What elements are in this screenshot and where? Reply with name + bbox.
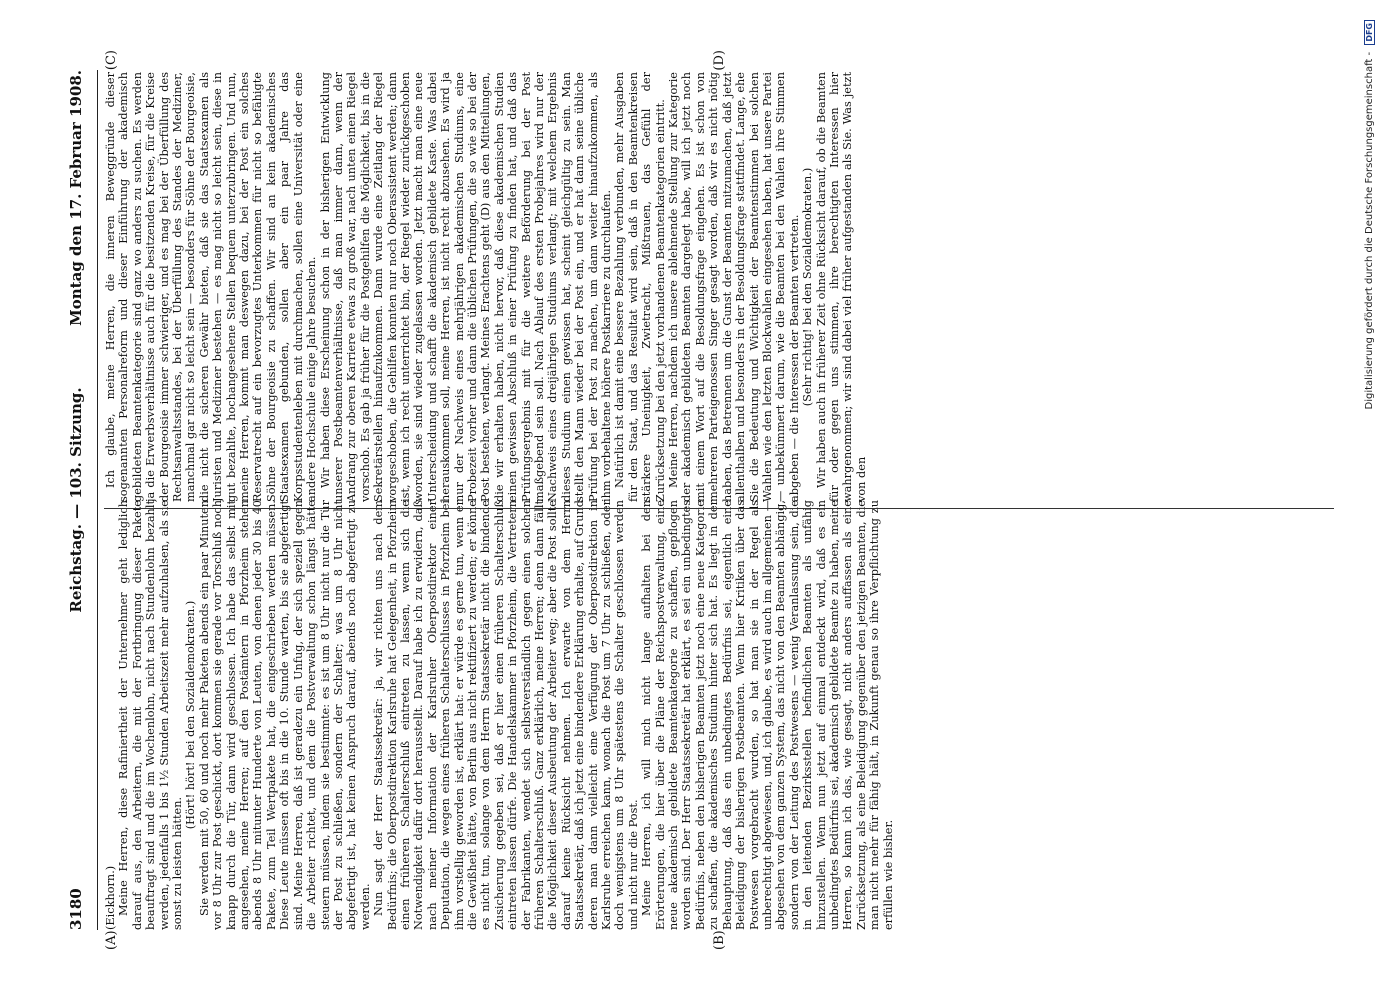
paragraph: Nun sagt der Herr Staatssekretär: ja, wir richten uns nach dem Bedürfnis; die Oberpostdirektion Karlsruhe hat Gelegenheit, in Pforzheim einen früheren Schalterschluß eintreten zu lassen, wenn sich die Notwendigkeit dafür dort herausstellt. Darauf habe ich zu erwidern, daß nach meiner Information der Karlsruher Oberpostdirektor einer Deputation, die wegen eines früheren Schalterschlusses in Pforzheim bei ihm vorstellig geworden ist, erklärt hat: er würde es gerne tun, wenn er die Gewißheit hätte, von Berlin aus nicht rektifiziert zu werden; er könne es nicht tun, solange von dem Herrn Staatssekretär nicht die bindende Zusicherung gegeben sei, daß er hier einen früheren Schalterschluß eintreten lassen dürfe. Die Handelskammer in Pforzheim, die Vertretern der Fabrikanten, wendet sich selbstverständlich gegen einen solchen früheren Schalterschluß. Ganz erklärlich, meine Herren; denn dann fällt die Möglichkeit dieser Ausbeutung der Arbeiter weg; aber die Post sollte darauf keine Rücksicht nehmen. Ich erwarte von dem Herrn Staatssekretär, daß ich jetzt eine bindendere Erklärung erhalte, auf Grund deren man dann vielleicht eine Verfügung der Oberpostdirektion in Karlsruhe erreichen kann, wonach die Post um 7 Uhr zu schließen, oder doch wenigstens um 8 Uhr spätestens die Schalter geschlossen werden und nicht nur die Post.	[372, 500, 640, 930]
left-column	[104, 500, 1334, 930]
document-page	[12, 0, 1383, 1000]
margin-marker-b: (B)	[712, 930, 727, 950]
margin-marker-d: (D)	[712, 50, 727, 71]
speaker-name: (Eickhorn.)	[104, 865, 117, 930]
page-header	[67, 70, 95, 930]
paragraph: Meine Herren, diese Rafiniertheit der Unternehmer geht lediglich darauf aus, den Arbeitern, die mit der Fortbringung dieser Pakete beauftragt sind und die im Wochenlohn, nicht nach Stundenlohn bezahlt werden, jedenfalls 1 bis 1½ Stunden Arbeitszeit mehr aufzuhalsen, als sie sonst zu leisten hätten.	[117, 500, 185, 930]
paragraph: Ich glaube, meine Herren, die inneren Beweggründe dieser sogenannten Personalreform und dieser Einführung der akademisch gebildeten Beamtenkategorie sind ganz wo anders zu suchen. Es werden ja die Erwerbsverhältnisse auch für die besitzenden Kreise, für die Kreise der Bourgeoisie immer schwieriger, und es mag bei der Überfüllung des Rechtsanwaltsstandes, bei der Überfüllung des Standes der Mediziner, manchmal gar nicht so leicht sein — besonders für Söhne der Bourgeoisie, die nicht die sicheren Gewähr bieten, daß sie das Staatsexamen als Juristen und Mediziner bestehen — es mag nicht so leicht sein, diese in gut bezahlte, hochangesehene Stellen bequem unterzubringen. Und nun, meine Herren, kommt man deswegen dazu, bei der Post ein solches Reservatrecht auf ein bevorzugtes Unterkommen für nicht so befähigte Söhne der Bourgeoisie zu schaffen. Wir sind an kein akademisches Staatsexamen gebunden, sollen aber ein paar Jahre das Korpsstudentenleben mit durchmachen, sollen eine Universität oder eine andere Hochschule einige Jahre besuchen.	[104, 72, 319, 502]
footer-text: Digitalisierung gefördert durch die Deutsche Forschungsgemeinschaft -	[1364, 51, 1375, 410]
margin-marker-c: (C)	[104, 50, 119, 71]
paragraph: Meine Herren, ich will mich nicht lange aufhalten bei den Erörterungen, die hier über die Pläne der Reichspostverwaltung, eine neue akademisch gebildete Beamtenkategorie zu schaffen, gepflogen worden sind. Der Herr Staatssekretär hat erklärt, es sei ein unbedingtes Bedürfnis, neben den bisherigen Beamten jetzt noch eine neue Kategorie zu schaffen, die akademisches Studium hinter sich hat. Es liegt in der Behauptung, daß das ein unbedingtes Bedürfnis sei, eigentlich eine Beleidigung der bisherigen Postbeamten. Wenn hier Kritiken über das Postwesen vorgebracht wurden, so hat man sie in der Regel als unberechtigt abgewiesen, und, ich glaube, es wird auch im allgemeinen — abgesehen von dem ganzen System, das nicht von den Beamten abhängig, sondern von der Leitung des Postwesens — wenig Veranlassung sein, die in den leitenden Bezirksstellen befindlichen Beamten als unfähig hinzustellen. Wenn nun jetzt auf einmal entdeckt wird, daß es ein unbedingtes Bedürfnis sei, akademisch gebildete Beamte zu haben, meine Herren, so kann ich das, wie gesagt, nicht anders auffassen als eine Zurücksetzung, als eine Beleidigung gegenüber den jetzigen Beamten, die man nicht mehr für fähig hält, in Zukunft genau so ihre Verpflichtung zu erfüllen wie bisher.	[640, 500, 895, 930]
paragraph: Wir haben auch in früherer Zeit ohne Rücksicht darauf, ob die Beamten für oder gegen uns stimmen, ihre berechtigten Interessen hier wahrgenommen; wir sind dabei viel früher aufgestanden als Sie. Was jetzt von den	[814, 72, 868, 502]
interjection: (Sehr richtig! bei den Sozialdemokraten.)	[801, 167, 815, 407]
dfg-logo: DFG	[1364, 20, 1375, 45]
paragraph: Wir haben diese Erscheinung schon in der bisherigen Entwicklung unserer Postbeamtenverhältnisse, daß man immer dann, wenn der Andrang zur oberen Karriere etwas zu groß war, nach unten einen Riegel vorschob. Es gab ja früher für die Postgehilfen die Möglichkeit, bis in die Sekretärstellen hinaufzukommen. Dann wurde eine Zeitlang der Riegel vorgeschoben, die Gehilfen konnten nur noch Oberassistent werden; dann ist, wenn ich recht unterrichtet bin, der Riegel wieder zurückgeschoben worden, sie sind wieder zugelassen worden. Jetzt macht man eine neue Unterscheidung und schafft die akademisch gebildete Kaste. Was dabei herauskommen soll, meine Herren, ist nicht recht abzusehen. Es wird ja nur der Nachweis eines mehrjährigen akademischen Studiums, eine Probezeit vorher und dann die üblichen Prüfungen, die so wie so bei der Post bestehen, verlangt. Meines Erachtens geht (D) aus den Mitteilungen, die wir erhalten haben, nicht hervor, daß diese akademischen Studien einen gewissen Abschluß in einer Prüfung zu finden hat, und daß das Prüfungsergebnis mit für die weitere Beförderung bei der Post maßgebend sein soll. Nach Ablauf des ersten Probejahres wird nur der Nachweis eines dreijährigen Studiums verlangt; mit welchem Ergebnis dieses Studium einen gewissen hat, scheint gleichgültig zu sein. Man stellt den Mann wieder bei der Post ein, und er hat dann seine übliche Prüfung bei der Post zu machen, um dann weiter hinaufzukommen, als ihm vorbehaltene höhere Postkarriere zu durchlaufen.	[318, 72, 614, 502]
session-date: Montag den 17. Februar 1908.	[67, 70, 85, 326]
paragraph: Meine Herren, nachdem ich unsere ablehnende Stellung zur Kategorie der akademisch gebildeten Beamten dargelegt habe, will ich jetzt noch mit einem Wort auf die Besoldungsfrage eingehen. Es ist schon von mehreren Parteigenossen Singer gesagt worden, daß wir es nicht nötig haben, das Betrennen um die Gunst der Beamten mitzumachen, daß jetzt allenthalben und besonders in der Besoldungsfrage stattfindet. Lange, ehe Sie die Bedeutung und Wichtigkeit der Beamtenstimmen bei solchen Wahlen wie den letzten Blockwahlen eingesehen haben, hat unsere Partei — unbekümmert darum, wie die Beamten bei den Wahlen ihre Stimmen abgeben — die Interessen der Beamten vertreten.	[667, 72, 801, 502]
right-column	[104, 72, 1334, 502]
interjection: (Hört! hört! bei den Sozialdemokraten.)	[184, 600, 198, 830]
header-rule	[97, 70, 98, 930]
paragraph: Natürlich ist damit eine bessere Bezahlung verbunden, mehr Ausgaben für den Staat, und das Resultat wird sein, daß in den Beamtenkreisen stärkere Uneinigkeit, Zwietracht, Mißtrauen, das Gefühl der Zurücksetzung bei den jetzt vorhandenen Beamtenkategorien eintritt.	[613, 72, 667, 502]
paragraph: Sie werden mit 50, 60 und noch mehr Paketen abends ein paar Minuten vor 8 Uhr zur Post geschickt, dort kommen sie gerade vor Torschluß noch knapp durch die Tür, dann wird geschlossen. Ich habe das selbst mit angesehen, meine Herren; auf den Postämtern in Pforzheim stehen abends 8 Uhr mitunter Hunderte von Leuten, von denen jeder 30 bis 40 Pakete, zum Teil Wertpakete hat, die eingeschrieben werden müssen. Diese Leute müssen oft bis in die 10. Stunde warten, bis sie abgefertigt sind. Meine Herren, daß ist geradezu ein Unfug, der sich speziell gegen die Arbeiter richtet, und dem die Postverwaltung schon längst hätte steuern müssen, indem sie bestimmte: es ist um 8 Uhr nicht nur die Tür der Post zu schließen, sondern der Schalter; was um 8 Uhr nicht abgefertigt ist, hat keinen Anspruch darauf, abends noch abgefertigt zu werden.	[197, 500, 372, 930]
page-number: 3180	[67, 888, 85, 930]
margin-marker-a: (A)	[104, 930, 119, 950]
session-title: Reichstag. — 103. Sitzung.	[67, 387, 85, 613]
digitization-footer	[1364, 20, 1375, 930]
column-divider	[104, 508, 1334, 509]
